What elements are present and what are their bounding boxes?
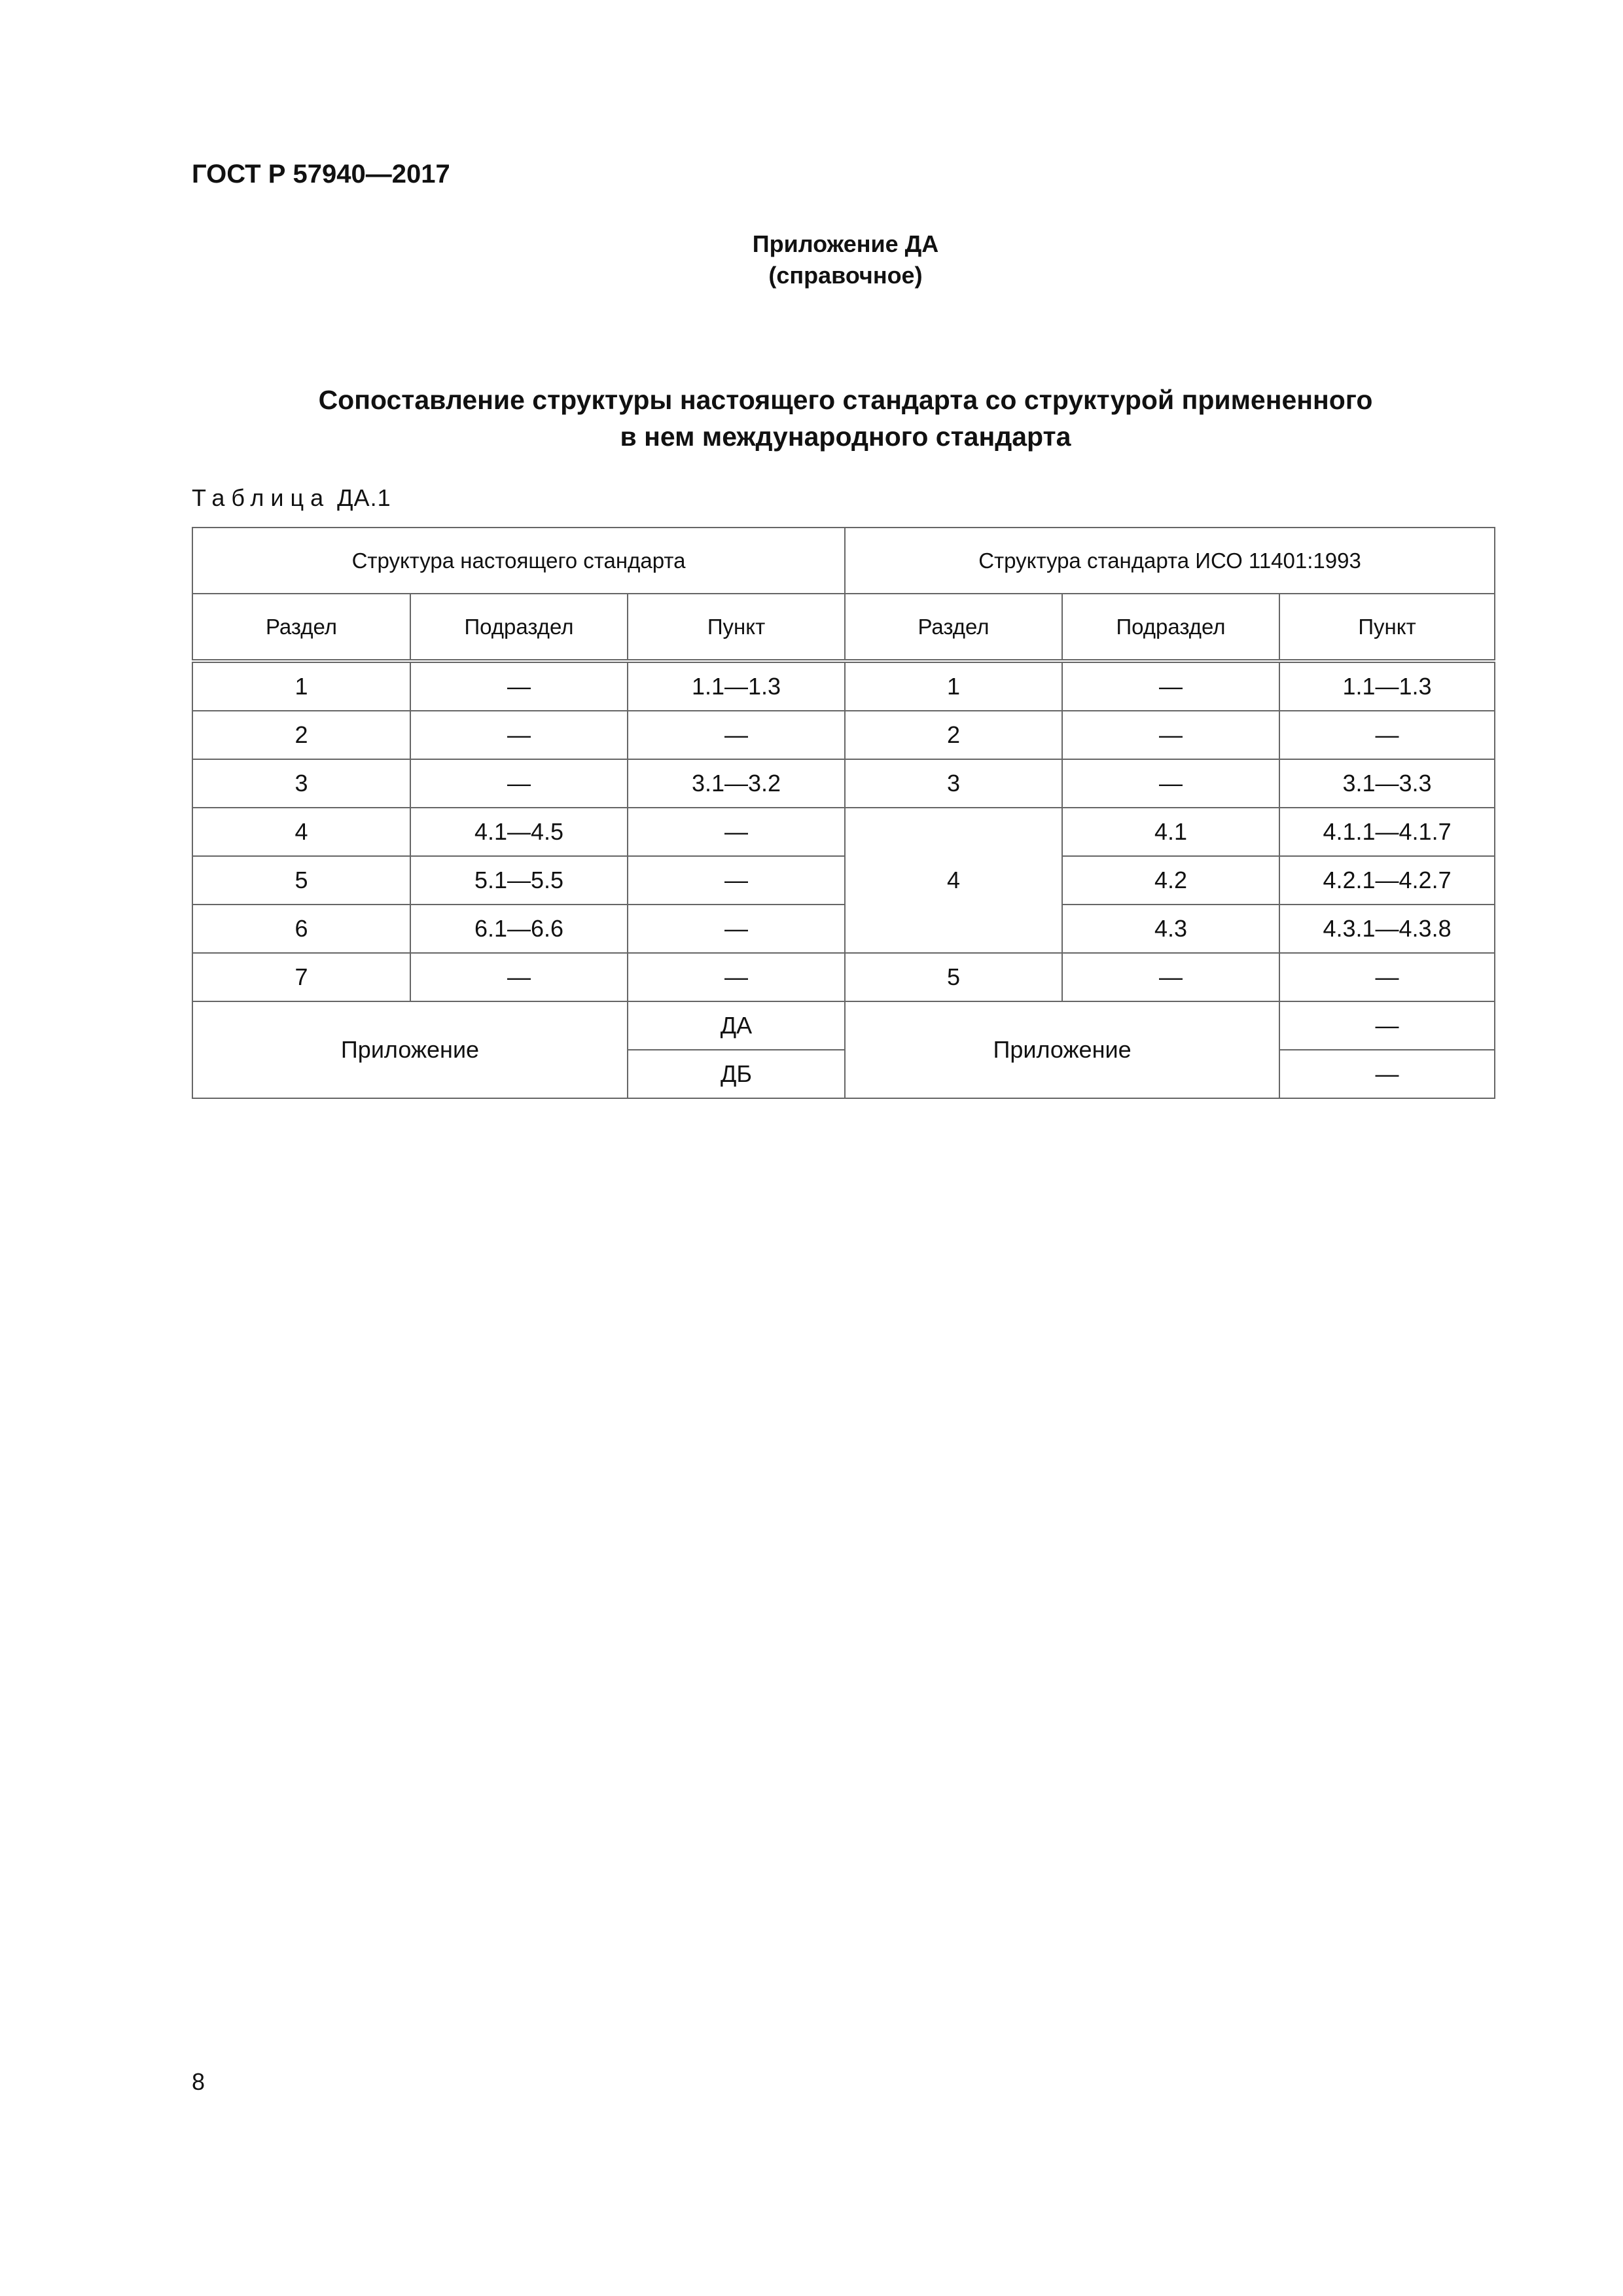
column-header: Подраздел — [410, 594, 628, 661]
section-heading — [0, 382, 1623, 455]
table-row — [192, 905, 1495, 953]
table-cell: — — [628, 856, 845, 905]
table-cell: 4.1 — [1062, 808, 1279, 856]
table-cell: — — [628, 711, 845, 759]
table-cell: — — [1279, 711, 1495, 759]
table-cell: — — [628, 953, 845, 1001]
annex-title: Приложение ДА — [752, 230, 939, 257]
table-cell: 4.1.1—4.1.7 — [1279, 808, 1495, 856]
table-cell: — — [628, 808, 845, 856]
heading-line-2: в нем международного стандарта — [620, 422, 1071, 452]
table-cell: 1 — [192, 661, 410, 711]
table-cell: 1.1—1.3 — [628, 661, 845, 711]
table-cell: — — [1062, 759, 1279, 808]
table-cell-merged: 4 — [845, 808, 1062, 953]
page-number: 8 — [192, 2068, 205, 2095]
table-cell: 4.2.1—4.2.7 — [1279, 856, 1495, 905]
annex-item-current: ДБ — [628, 1050, 845, 1098]
table-cell: 5 — [192, 856, 410, 905]
table-cell: — — [1062, 953, 1279, 1001]
table-caption-word: Таблица — [192, 484, 330, 511]
column-header: Раздел — [845, 594, 1062, 661]
table-cell: 4.2 — [1062, 856, 1279, 905]
table-caption-number: ДА.1 — [337, 484, 391, 511]
table-cell: 5.1—5.5 — [410, 856, 628, 905]
document-code: ГОСТ Р 57940—2017 — [192, 160, 450, 188]
table-cell: 3 — [192, 759, 410, 808]
table-cell: 1 — [845, 661, 1062, 711]
table-row — [192, 856, 1495, 905]
table-cell: 3.1—3.3 — [1279, 759, 1495, 808]
table-cell: 7 — [192, 953, 410, 1001]
annex-item-iso: — — [1279, 1001, 1495, 1050]
annex-label-iso: Приложение — [845, 1001, 1279, 1098]
table-row — [192, 808, 1495, 856]
table-cell: 3 — [845, 759, 1062, 808]
table-cell: — — [1279, 953, 1495, 1001]
table-group-header-row — [192, 528, 1495, 594]
annex-item-iso: — — [1279, 1050, 1495, 1098]
group-header-iso: Структура стандарта ИСО 11401:1993 — [845, 528, 1495, 594]
table-cell: 4.3.1—4.3.8 — [1279, 905, 1495, 953]
table-caption — [192, 484, 391, 512]
table-cell: 2 — [192, 711, 410, 759]
table-cell: 5 — [845, 953, 1062, 1001]
annex-label-current: Приложение — [192, 1001, 628, 1098]
table-cell: — — [410, 759, 628, 808]
table-row — [192, 711, 1495, 759]
column-header: Пункт — [1279, 594, 1495, 661]
annex-status: (справочное) — [768, 262, 923, 289]
column-header: Подраздел — [1062, 594, 1279, 661]
group-header-current: Структура настоящего стандарта — [192, 528, 845, 594]
table-cell: 3.1—3.2 — [628, 759, 845, 808]
table-row — [192, 661, 1495, 711]
table-annex-row — [192, 1001, 1495, 1050]
table-cell: 4.1—4.5 — [410, 808, 628, 856]
table-cell: — — [1062, 661, 1279, 711]
table-column-header-row — [192, 594, 1495, 661]
table-cell: 1.1—1.3 — [1279, 661, 1495, 711]
table-cell: — — [410, 661, 628, 711]
table-cell: 6.1—6.6 — [410, 905, 628, 953]
table-cell: — — [628, 905, 845, 953]
table-cell: 2 — [845, 711, 1062, 759]
table-cell: 4 — [192, 808, 410, 856]
comparison-table — [192, 527, 1495, 1099]
heading-line-1: Сопоставление структуры настоящего стандарта со структурой примененного — [318, 385, 1373, 415]
table-cell: 4.3 — [1062, 905, 1279, 953]
table-cell: — — [1062, 711, 1279, 759]
annex-item-current: ДА — [628, 1001, 845, 1050]
table-cell: — — [410, 711, 628, 759]
column-header: Пункт — [628, 594, 845, 661]
table-cell: 6 — [192, 905, 410, 953]
column-header: Раздел — [192, 594, 410, 661]
table-row — [192, 953, 1495, 1001]
table-cell: — — [410, 953, 628, 1001]
table-row — [192, 759, 1495, 808]
